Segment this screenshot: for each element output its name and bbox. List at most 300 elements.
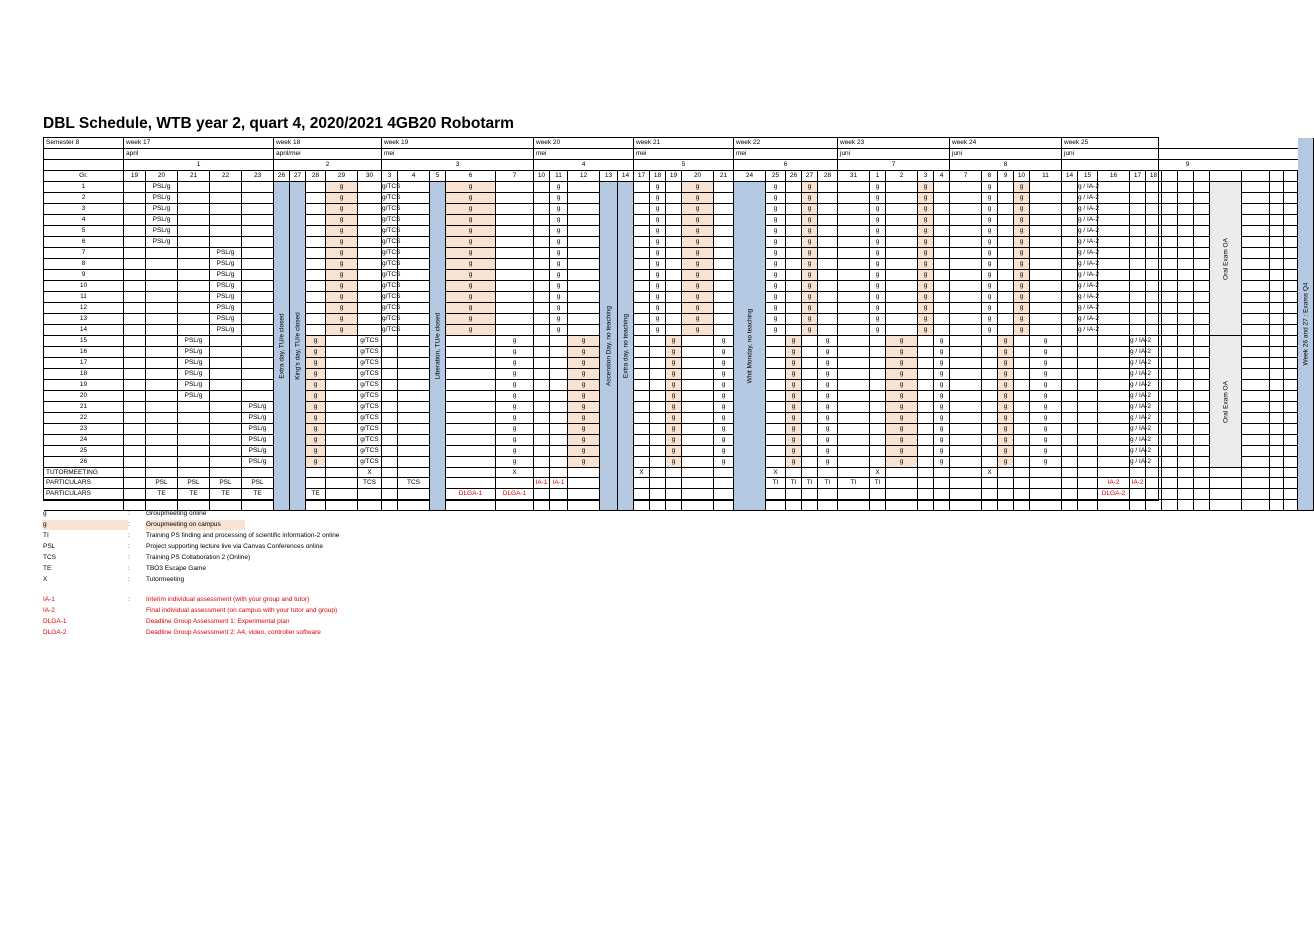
blank-cell [1098, 358, 1130, 369]
blank-cell [1062, 358, 1078, 369]
blank-cell [1146, 336, 1162, 347]
blank-cell [818, 292, 838, 303]
blank-cell [534, 270, 550, 281]
blank-cell [1194, 171, 1210, 182]
blank-cell [306, 259, 326, 270]
blank-cell [998, 500, 1014, 511]
blank-cell [786, 500, 802, 511]
schedule-entry: g [306, 391, 326, 402]
blank-cell [1162, 259, 1178, 270]
blank-cell [210, 347, 242, 358]
blank-cell [242, 358, 274, 369]
day-header: 17 [634, 171, 650, 182]
blank-cell [950, 468, 982, 478]
blank-cell [666, 489, 682, 500]
blank-cell [838, 248, 870, 259]
blank-cell [1178, 182, 1194, 193]
blank-cell [1242, 402, 1270, 413]
schedule-entry: g [802, 292, 818, 303]
blank-cell [382, 468, 398, 478]
day-header: 26 [274, 171, 290, 182]
blank-cell [1178, 478, 1194, 489]
blank-cell [818, 325, 838, 336]
blank-cell [870, 391, 886, 402]
blank-cell [682, 500, 714, 511]
blank-cell [1270, 237, 1284, 248]
blank-cell [306, 226, 326, 237]
blank-cell [1242, 215, 1270, 226]
blank-cell [950, 358, 982, 369]
schedule-entry: g [1014, 204, 1030, 215]
blank-cell [1284, 391, 1298, 402]
blank-cell [634, 336, 650, 347]
blank-cell [934, 226, 950, 237]
schedule-entry: g [650, 292, 666, 303]
schedule-entry: g [714, 380, 734, 391]
blank-cell [1130, 193, 1146, 204]
schedule-entry: g [550, 314, 568, 325]
schedule-entry: g [666, 413, 682, 424]
schedule-entry: g [568, 358, 600, 369]
schedule-entry: g [1030, 424, 1062, 435]
blank-cell [146, 391, 178, 402]
schedule-entry: g [982, 303, 998, 314]
blank-cell [818, 468, 838, 478]
blank-cell [146, 270, 178, 281]
blank-cell [496, 325, 534, 336]
blank-cell [886, 182, 918, 193]
schedule-entry: PSL/g [178, 336, 210, 347]
day-header: 10 [534, 171, 550, 182]
blank-cell [568, 237, 600, 248]
week-header: week 18 [274, 138, 382, 149]
blank-cell [802, 489, 818, 500]
schedule-entry: g [682, 314, 714, 325]
blank-cell [886, 325, 918, 336]
schedule-entry: g [682, 303, 714, 314]
blank-cell [1284, 281, 1298, 292]
legend-separator: : [128, 576, 130, 583]
legend-separator: : [128, 543, 130, 550]
blank-cell [1130, 270, 1146, 281]
blank-cell [398, 204, 430, 215]
blank-cell [1014, 446, 1030, 457]
teaching-week: 3 [382, 160, 534, 171]
blank-cell [870, 402, 886, 413]
group-label: 10 [44, 281, 124, 292]
blank-cell [634, 500, 650, 511]
blank-cell [210, 204, 242, 215]
schedule-entry: g [982, 325, 998, 336]
schedule-entry: g [982, 226, 998, 237]
blank-cell [838, 182, 870, 193]
day-header: 6 [446, 171, 496, 182]
blank-cell [802, 336, 818, 347]
schedule-entry: g [568, 391, 600, 402]
blank-cell [634, 237, 650, 248]
blank-cell [210, 413, 242, 424]
blank-cell [1178, 226, 1194, 237]
schedule-entry: g / IA-2 [1130, 358, 1146, 369]
blank-cell [1194, 369, 1210, 380]
blank-cell [1146, 489, 1162, 500]
blank-cell [1242, 336, 1270, 347]
blank-cell [1130, 204, 1146, 215]
week-header: week 19 [382, 138, 534, 149]
blank-cell [496, 204, 534, 215]
blank-cell [1194, 237, 1210, 248]
schedule-entry: g/TCS [358, 358, 382, 369]
blank-cell [1162, 292, 1178, 303]
blank-cell [1162, 446, 1178, 457]
blank-cell [870, 347, 886, 358]
blank-cell [998, 204, 1014, 215]
teaching-week: 7 [838, 160, 950, 171]
group-label: 26 [44, 457, 124, 468]
blank-cell [1130, 489, 1146, 500]
blank-cell [650, 347, 666, 358]
blank-cell [1098, 347, 1130, 358]
blank-cell [496, 314, 534, 325]
schedule-entry: g [650, 314, 666, 325]
blank-cell [178, 270, 210, 281]
blank-cell [918, 358, 934, 369]
schedule-entry: g [982, 248, 998, 259]
blank-cell [1194, 424, 1210, 435]
blank-cell [210, 182, 242, 193]
closed-day-band [734, 182, 766, 511]
month-header: mei [534, 149, 634, 160]
schedule-entry: g [934, 435, 950, 446]
schedule-entry: g [918, 259, 934, 270]
blank-cell [242, 248, 274, 259]
tutormeeting-mark: X [496, 468, 534, 478]
schedule-entry: g [802, 193, 818, 204]
schedule-entry: g [870, 281, 886, 292]
schedule-entry: PSL/g [178, 380, 210, 391]
blank-cell [634, 325, 650, 336]
blank-cell [650, 336, 666, 347]
blank-cell [306, 237, 326, 248]
blank-cell [1178, 413, 1194, 424]
legend-key: TI [43, 532, 49, 539]
blank-cell [398, 270, 430, 281]
blank-cell [1130, 215, 1146, 226]
blank-cell [398, 489, 430, 500]
blank-cell [1078, 380, 1098, 391]
blank-cell [568, 204, 600, 215]
blank-cell [1194, 435, 1210, 446]
legend-key: IA-2 [43, 607, 55, 614]
schedule-entry: g [666, 347, 682, 358]
schedule-entry: g [666, 358, 682, 369]
blank-cell [1270, 347, 1284, 358]
month-header: mei [734, 149, 838, 160]
blank-cell [950, 369, 982, 380]
schedule-entry: PSL/g [242, 424, 274, 435]
schedule-entry: g / IA-2 [1078, 259, 1098, 270]
schedule-entry: g/TCS [382, 248, 398, 259]
blank-cell [1146, 457, 1162, 468]
blank-cell [1284, 457, 1298, 468]
blank-cell [1146, 424, 1162, 435]
schedule-entry: g [306, 413, 326, 424]
month-header: april [124, 149, 274, 160]
blank-cell [1194, 226, 1210, 237]
blank-cell [242, 325, 274, 336]
blank-cell [1030, 314, 1062, 325]
schedule-entry: g [550, 270, 568, 281]
blank-cell [242, 281, 274, 292]
day-header: 20 [146, 171, 178, 182]
blank-cell [786, 292, 802, 303]
blank-cell [1062, 292, 1078, 303]
tutormeeting-mark: X [358, 468, 382, 478]
blank-cell [1242, 259, 1270, 270]
legend-description: Training PS Collaboration 2 (Online) [146, 554, 251, 561]
blank-cell [382, 358, 398, 369]
group-label: 22 [44, 413, 124, 424]
blank-cell [950, 215, 982, 226]
schedule-entry: g [802, 325, 818, 336]
blank-cell [358, 248, 382, 259]
schedule-entry: g [326, 325, 358, 336]
blank-cell [998, 182, 1014, 193]
blank-cell [950, 391, 982, 402]
schedule-entry: g [496, 347, 534, 358]
blank-cell [1162, 468, 1178, 478]
oral-exam-label: Oral Exam OA [1222, 380, 1229, 423]
schedule-entry: g [306, 380, 326, 391]
blank-cell [1194, 446, 1210, 457]
blank-cell [1146, 446, 1162, 457]
schedule-entry: g [998, 336, 1014, 347]
legend-description: Project supporting lecture live via Canvas Conferences online [146, 543, 324, 550]
blank-cell [1130, 325, 1146, 336]
blank-cell [818, 215, 838, 226]
blank-cell [146, 314, 178, 325]
schedule-entry: g [568, 413, 600, 424]
blank-cell [1062, 391, 1078, 402]
day-header: 19 [124, 171, 146, 182]
blank-cell [998, 292, 1014, 303]
blank-cell [306, 292, 326, 303]
group-label: 8 [44, 259, 124, 270]
blank-cell [1098, 237, 1130, 248]
blank-cell [1284, 336, 1298, 347]
blank-cell [766, 435, 786, 446]
schedule-entry: g [802, 182, 818, 193]
blank-cell [634, 347, 650, 358]
blank-cell [666, 500, 682, 511]
schedule-entry: g [934, 402, 950, 413]
schedule-entry: g [650, 325, 666, 336]
blank-cell [398, 468, 430, 478]
blank-cell [802, 468, 818, 478]
blank-cell [1242, 171, 1270, 182]
blank-cell [634, 424, 650, 435]
teaching-week: 9 [1062, 160, 1314, 171]
blank-cell [1270, 435, 1284, 446]
blank-cell [886, 215, 918, 226]
blank-cell [1062, 325, 1078, 336]
schedule-entry: g [306, 457, 326, 468]
schedule-entry: g [918, 303, 934, 314]
blank-cell [870, 435, 886, 446]
schedule-entry: PSL/g [146, 237, 178, 248]
blank-cell [1062, 413, 1078, 424]
schedule-entry: g / IA-2 [1130, 347, 1146, 358]
blank-cell [950, 380, 982, 391]
blank-cell [838, 303, 870, 314]
blank-cell [1030, 478, 1062, 489]
blank-cell [534, 358, 550, 369]
schedule-entry: g [818, 424, 838, 435]
blank-cell [1284, 369, 1298, 380]
blank-cell [982, 402, 998, 413]
day-header: 16 [1098, 171, 1130, 182]
schedule-entry: g [786, 402, 802, 413]
blank-cell [1284, 402, 1298, 413]
schedule-entry: g [870, 314, 886, 325]
blank-cell [306, 303, 326, 314]
blank-cell [1194, 380, 1210, 391]
blank-cell [934, 215, 950, 226]
blank-cell [666, 478, 682, 489]
blank-cell [1284, 325, 1298, 336]
schedule-entry: g [786, 391, 802, 402]
legend-description: Deadline Group Assessment 2: A4, video, controller software [146, 629, 321, 636]
blank-cell [950, 259, 982, 270]
blank-cell [714, 478, 734, 489]
blank-cell [918, 435, 934, 446]
blank-cell [1284, 347, 1298, 358]
blank-cell [1078, 413, 1098, 424]
blank-cell [326, 435, 358, 446]
blank-cell [358, 314, 382, 325]
schedule-entry: g [870, 193, 886, 204]
blank-cell [550, 336, 568, 347]
schedule-entry: g [918, 270, 934, 281]
schedule-entry: g/TCS [358, 435, 382, 446]
blank-cell [786, 281, 802, 292]
blank-cell [568, 259, 600, 270]
blank-cell [982, 500, 998, 511]
blank-cell [666, 259, 682, 270]
blank-cell [534, 489, 550, 500]
schedule-entry: g [306, 336, 326, 347]
particulars-entry: PSL [242, 478, 274, 489]
blank-cell [358, 303, 382, 314]
schedule-entry: g [568, 457, 600, 468]
tutormeeting-mark: X [870, 468, 886, 478]
blank-cell [886, 314, 918, 325]
blank-cell [1014, 336, 1030, 347]
blank-cell [446, 446, 496, 457]
blank-cell [124, 457, 146, 468]
blank-cell [666, 182, 682, 193]
blank-cell [1194, 303, 1210, 314]
blank-cell [146, 457, 178, 468]
blank-cell [1078, 369, 1098, 380]
blank-cell [982, 369, 998, 380]
schedule-entry: g [550, 182, 568, 193]
blank-cell [1030, 303, 1062, 314]
blank-cell [1284, 270, 1298, 281]
blank-cell [146, 358, 178, 369]
blank-cell [634, 391, 650, 402]
blank-cell [1162, 457, 1178, 468]
blank-cell [818, 489, 838, 500]
blank-cell [934, 259, 950, 270]
schedule-entry: g [786, 446, 802, 457]
blank-cell [306, 215, 326, 226]
schedule-entry: g [550, 292, 568, 303]
blank-cell [358, 292, 382, 303]
blank-cell [1270, 281, 1284, 292]
schedule-entry: g / IA-2 [1078, 237, 1098, 248]
blank-cell [1098, 303, 1130, 314]
blank-cell [714, 215, 734, 226]
blank-cell [124, 182, 146, 193]
blank-cell [534, 248, 550, 259]
schedule-entry: g [918, 281, 934, 292]
blank-cell [1098, 369, 1130, 380]
blank-cell [950, 446, 982, 457]
blank-cell [1270, 314, 1284, 325]
blank-cell [1178, 500, 1194, 511]
schedule-entry: g [496, 413, 534, 424]
schedule-entry: g [1030, 380, 1062, 391]
schedule-entry: g [982, 193, 998, 204]
legend-key: g [43, 520, 128, 530]
blank-cell [382, 391, 398, 402]
blank-cell [1062, 336, 1078, 347]
schedule-entry: g [918, 182, 934, 193]
blank-cell [1014, 489, 1030, 500]
blank-cell [242, 391, 274, 402]
schedule-entry: g [918, 314, 934, 325]
blank-cell [306, 314, 326, 325]
blank-cell [918, 391, 934, 402]
blank-cell [682, 424, 714, 435]
schedule-entry: g [306, 424, 326, 435]
group-label: 25 [44, 446, 124, 457]
schedule-entry: g [650, 270, 666, 281]
blank-cell [634, 259, 650, 270]
blank-cell [818, 259, 838, 270]
legend-separator: : [128, 596, 130, 603]
blank-cell [714, 500, 734, 511]
schedule-entry: g [886, 402, 918, 413]
particulars-entry: TE [242, 489, 274, 500]
blank-cell [1178, 489, 1194, 500]
schedule-entry: g [886, 424, 918, 435]
blank-cell [838, 424, 870, 435]
schedule-entry: g [550, 204, 568, 215]
blank-cell [210, 424, 242, 435]
blank-cell [634, 435, 650, 446]
blank-cell [358, 489, 382, 500]
blank-cell [568, 226, 600, 237]
blank-cell [714, 259, 734, 270]
particulars-entry: DLGA-1 [446, 489, 496, 500]
blank-cell [802, 391, 818, 402]
blank-cell [1098, 259, 1130, 270]
blank-cell [242, 193, 274, 204]
schedule-entry: g [870, 226, 886, 237]
blank-cell [766, 457, 786, 468]
